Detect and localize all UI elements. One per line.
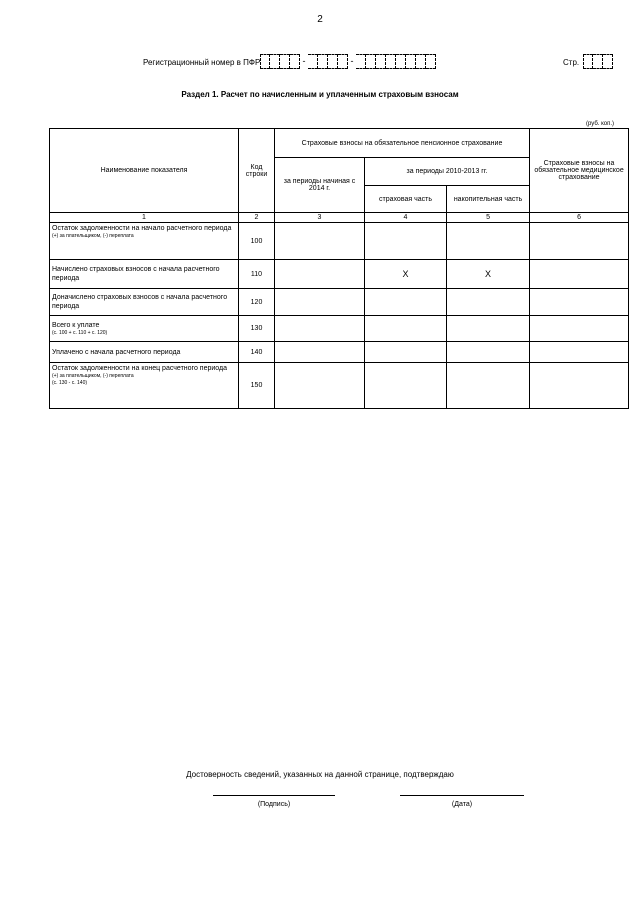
value-cell-crossed: X [447,260,530,289]
row-code: 140 [239,342,275,363]
value-cell[interactable] [275,223,365,260]
contributions-table [49,128,629,409]
value-cell[interactable] [530,363,629,409]
header-funded-part: накопительная часть [447,186,530,213]
registration-separator: - [350,56,354,66]
digit-box[interactable] [260,54,270,69]
units-label: (руб. коп.) [586,121,615,127]
value-cell[interactable] [530,289,629,316]
value-cell[interactable] [365,289,447,316]
value-cell[interactable] [365,342,447,363]
registration-separator: - [302,56,306,66]
digit-box[interactable] [416,54,426,69]
table-row [50,363,629,409]
value-cell[interactable] [447,363,530,409]
digit-box[interactable] [366,54,376,69]
date-line[interactable] [400,795,524,796]
digit-box[interactable] [376,54,386,69]
header-2010-2013: за периоды 2010-2013 гг. [365,158,530,186]
value-cell[interactable] [447,342,530,363]
table-row [50,289,629,316]
value-cell[interactable] [365,223,447,260]
row-code: 110 [239,260,275,289]
row-name: Всего к уплате [52,321,100,329]
column-number: 3 [275,213,365,223]
page-number: 2 [317,14,323,25]
signature-caption: (Подпись) [257,801,291,808]
date-caption: (Дата) [451,801,473,808]
value-cell[interactable] [447,289,530,316]
value-cell[interactable] [530,260,629,289]
column-number: 5 [447,213,530,223]
value-cell[interactable] [275,316,365,342]
digit-box[interactable] [406,54,416,69]
digit-box[interactable] [338,54,348,69]
registration-number-field[interactable] [260,53,436,69]
value-cell[interactable] [530,223,629,260]
row-note: (+) за плательщиком, (-) переплата (с. 130 - с. 140) [52,373,134,386]
digit-box[interactable] [583,54,593,69]
column-number: 1 [50,213,239,223]
digit-box[interactable] [356,54,366,69]
page-ref-field[interactable] [583,53,613,69]
digit-box[interactable] [280,54,290,69]
header-insurance-part: страховая часть [365,186,447,213]
row-name: Остаток задолженности на начало расчетного периода [52,225,232,232]
row-code: 150 [239,363,275,409]
value-cell[interactable] [530,342,629,363]
digit-box[interactable] [426,54,436,69]
page-ref-label: Стр. [563,58,580,67]
table-row [50,342,629,363]
signature-line[interactable] [213,795,335,796]
column-number: 2 [239,213,275,223]
header-pension-group: Страховые взносы на обязательное пенсионное страхование [275,129,530,158]
value-cell[interactable] [447,223,530,260]
header-medical: Страховые взносы на обязательное медицинское страхование [530,129,629,213]
header-code: Код строки [239,129,275,213]
digit-box[interactable] [308,54,318,69]
value-cell[interactable] [365,363,447,409]
table-row [50,223,629,260]
row-code: 130 [239,316,275,342]
value-cell-crossed: X [365,260,447,289]
row-name: Начислено страховых взносов с начала расчетного периода [52,266,220,282]
row-note: (с. 100 + с. 110 + с. 120) [52,329,108,336]
row-code: 100 [239,223,275,260]
header-from-2014: за периоды начиная с 2014 г. [275,158,365,213]
value-cell[interactable] [275,342,365,363]
digit-box[interactable] [386,54,396,69]
confirmation-text: Достоверность сведений, указанных на данной странице, подтверждаю [186,770,454,779]
digit-box[interactable] [318,54,328,69]
value-cell[interactable] [530,316,629,342]
value-cell[interactable] [447,316,530,342]
digit-box[interactable] [603,54,613,69]
value-cell[interactable] [365,316,447,342]
table-row [50,316,629,342]
digit-box[interactable] [270,54,280,69]
section-title: Раздел 1. Расчет по начисленным и уплаченным страховым взносам [181,90,459,99]
value-cell[interactable] [275,363,365,409]
header-name: Наименование показателя [50,129,239,213]
table-row [50,260,629,289]
digit-box[interactable] [593,54,603,69]
row-name: Уплачено с начала расчетного периода [52,348,181,356]
column-number: 6 [530,213,629,223]
row-name: Остаток задолженности на конец расчетного периода [52,365,227,372]
row-code: 120 [239,289,275,316]
digit-box[interactable] [290,54,300,69]
digit-box[interactable] [328,54,338,69]
value-cell[interactable] [275,289,365,316]
column-number: 4 [365,213,447,223]
value-cell[interactable] [275,260,365,289]
row-note: (+) за плательщиком, (-) переплата [52,233,134,239]
row-name: Доначислено страховых взносов с начала расчетного периода [52,294,228,310]
digit-box[interactable] [396,54,406,69]
registration-label: Регистрационный номер в ПФР [143,58,261,67]
